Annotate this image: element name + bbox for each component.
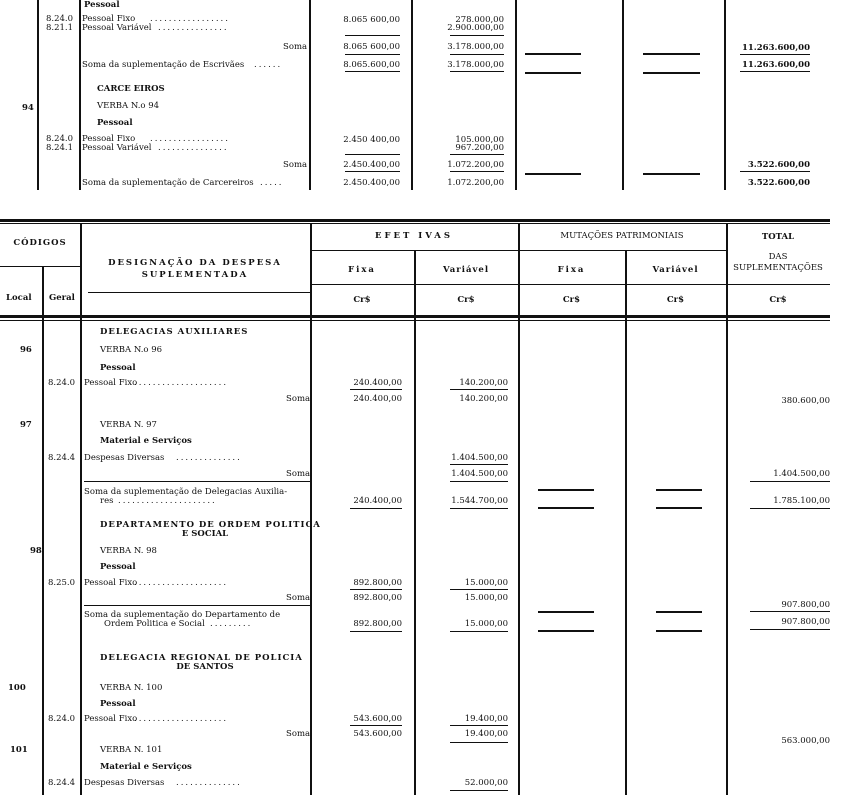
desc: Pessoal Variável	[82, 143, 152, 153]
sup-total: 1.785.100,00	[773, 496, 830, 506]
section-title: DEPARTAMENTO DE ORDEM POLITICA	[100, 520, 321, 530]
soma-total: 380.600,00	[781, 396, 830, 406]
soma-fixa: 543.600,00	[353, 729, 402, 739]
fixa-header-2: Fixa	[557, 265, 586, 275]
value-var: 140.200,00	[459, 378, 508, 388]
soma-label: Soma	[286, 394, 311, 404]
sup-label: Soma da suplementação do Departamento de	[84, 610, 281, 620]
value-fixa: 8.065 600,00	[343, 15, 400, 25]
value-fixa: 543.600,00	[353, 714, 402, 724]
section-title-2: DE SANTOS	[176, 662, 234, 672]
soma-total: 907.800,00	[781, 600, 830, 610]
desc: Despesas Diversas	[84, 453, 165, 463]
sup-total: 11.263.600,00	[741, 60, 810, 70]
cr-header: Cr$	[769, 295, 787, 305]
soma-var: 19.400,00	[464, 729, 508, 739]
sup-label-2: res	[100, 496, 114, 506]
desc: Despesas Diversas	[84, 778, 165, 788]
code: 8.25.0	[48, 578, 76, 588]
soma-total: 11.263.600,00	[741, 43, 810, 53]
desc: Pessoal Fixo	[84, 378, 138, 388]
pessoal-label: Pessoal	[100, 562, 136, 572]
value-fixa: 240.400,00	[353, 378, 402, 388]
cr-header: Cr$	[457, 295, 475, 305]
value-var: 1.404.500,00	[451, 453, 508, 463]
sup-total: 907.800,00	[781, 617, 830, 627]
verba-label: VERBA N.o 96	[100, 345, 163, 355]
desc: Pessoal Fixo	[84, 578, 138, 588]
desc: Pessoal Fixo	[82, 134, 136, 144]
value-var: 2.900.000,00	[447, 23, 504, 33]
desc: Pessoal Fixo	[84, 714, 138, 724]
local-code: 100	[8, 683, 26, 693]
sup-total: 3.522.600,00	[747, 178, 810, 188]
cr-header: Cr$	[666, 295, 685, 305]
soma-label: Soma	[286, 469, 311, 479]
sup-fixa: 892.800,00	[353, 619, 402, 629]
material-label: Material e Serviços	[100, 762, 192, 772]
local-code: 101	[10, 745, 28, 755]
designacao-header: DESIGNAÇÃO DA DESPESA	[108, 258, 282, 268]
soma-fixa: 240.400,00	[353, 394, 402, 404]
code: 8.24.0	[46, 134, 74, 144]
sup-var: 1.544.700,00	[451, 496, 508, 506]
geral-header: Geral	[49, 293, 75, 303]
local-header: Local	[6, 293, 32, 303]
local-code: 97	[20, 420, 32, 430]
verba-label: VERBA N.o 94	[97, 101, 160, 111]
code: 8.24.4	[48, 778, 76, 788]
total-header-2: DAS	[768, 252, 788, 262]
material-label: Material e Serviços	[100, 436, 192, 446]
soma-total: 1.404.500,00	[773, 469, 830, 479]
soma-total: 563.000,00	[781, 736, 830, 746]
soma-fixa: 892.800,00	[353, 593, 402, 603]
soma-var: 3.178.000,00	[447, 42, 504, 52]
designacao-header-2: SUPLEMENTADA	[141, 270, 249, 280]
soma-fixa: 8.065 600,00	[343, 42, 400, 52]
sup-fixa: 2.450.400,00	[343, 178, 400, 188]
pessoal-label: Pessoal	[100, 699, 136, 709]
cr-header: Cr$	[562, 295, 581, 305]
pessoal-label: Pessoal	[84, 0, 120, 10]
sup-var: 1.072.200,00	[447, 178, 504, 188]
sup-label: Soma da suplementação de Carcereiros	[82, 178, 254, 188]
sup-fixa: 240.400,00	[353, 496, 402, 506]
value-var: 19.400,00	[464, 714, 508, 724]
soma-var: 140.200,00	[459, 394, 508, 404]
codigos-header: CÓDIGOS	[13, 238, 67, 248]
value-var: 52.000,00	[464, 778, 508, 788]
section-title: DELEGACIAS AUXILIARES	[100, 327, 249, 337]
desc: Pessoal Variável	[82, 23, 152, 33]
verba-label: VERBA N. 97	[100, 420, 157, 430]
sup-label: Soma da suplementação de Delegacias Auxilia-	[84, 487, 288, 497]
total-header: TOTAL	[761, 232, 795, 242]
pessoal-label: Pessoal	[97, 118, 133, 128]
sup-var: 3.178.000,00	[447, 60, 504, 70]
variavel-header-2: Variável	[652, 265, 699, 275]
local-code: 96	[20, 345, 32, 355]
soma-var: 1.072.200,00	[447, 160, 504, 170]
soma-label: Soma	[286, 593, 311, 603]
value-var: 967.200,00	[455, 143, 504, 153]
code: 8.24.4	[48, 453, 76, 463]
section-title: DELEGACIA REGIONAL DE POLICIA	[100, 653, 303, 663]
value-var: 105.000,00	[455, 135, 504, 145]
soma-var: 15.000,00	[464, 593, 508, 603]
carc-title: CARCE EIROS	[97, 84, 165, 94]
local-code: 94	[22, 103, 34, 113]
soma-label: Soma	[283, 42, 308, 52]
verba-label: VERBA N. 100	[100, 683, 163, 693]
verba-label: VERBA N. 98	[100, 546, 157, 556]
section-title-2: E SOCIAL	[181, 529, 229, 539]
code: 8.24.0	[48, 714, 76, 724]
cr-header: Cr$	[353, 295, 371, 305]
soma-var: 1.404.500,00	[451, 469, 508, 479]
sup-label: Soma da suplementação de Escrivães	[82, 60, 245, 70]
desc: Pessoal Fixo	[82, 14, 136, 24]
sup-var: 15.000,00	[464, 619, 508, 629]
code: 8.24.0	[48, 378, 76, 388]
soma-label: Soma	[286, 729, 311, 739]
total-header-3: SUPLEMENTAÇÕES	[733, 263, 823, 273]
variavel-header: Variável	[442, 265, 490, 275]
value-fixa: 2.450 400,00	[343, 135, 400, 145]
soma-label: Soma	[283, 160, 308, 170]
sup-fixa: 8.065.600,00	[343, 60, 400, 70]
sup-label-2: Ordem Politica e Social	[104, 619, 205, 629]
efetivas-header: EFET IVAS	[375, 231, 453, 241]
value-var: 15.000,00	[464, 578, 508, 588]
value-fixa: 892.800,00	[353, 578, 402, 588]
verba-label: VERBA N. 101	[100, 745, 163, 755]
code: 8.24.0	[46, 14, 74, 24]
pessoal-label: Pessoal	[100, 363, 136, 373]
fixa-header: Fixa	[348, 265, 376, 275]
value-var: 278.000,00	[455, 15, 504, 25]
soma-total: 3.522.600,00	[747, 160, 810, 170]
code: 8.24.1	[46, 143, 74, 153]
mutacoes-header: MUTAÇÕES PATRIMONIAIS	[560, 231, 684, 241]
local-code: 98	[30, 546, 42, 556]
soma-fixa: 2.450.400,00	[343, 160, 400, 170]
code: 8.21.1	[46, 23, 74, 33]
